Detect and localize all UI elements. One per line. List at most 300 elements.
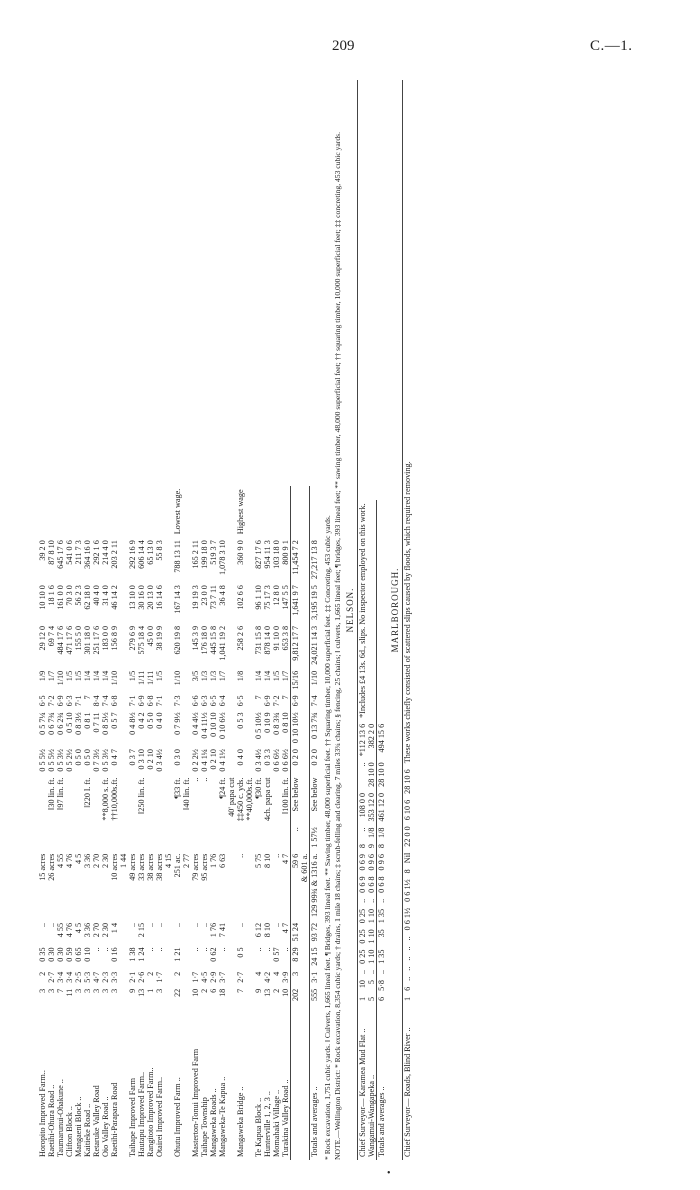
table-row xyxy=(155,486,164,1160)
value-cell xyxy=(300,775,310,825)
page-number: 209 xyxy=(332,38,355,54)
value-cell: 3 xyxy=(74,988,84,993)
work-name-cell: Taihape Improved Farm xyxy=(128,1078,138,1157)
value-cell: 575 18 4 xyxy=(137,625,147,655)
value-cell: .. xyxy=(155,922,165,928)
value-cell: ‖250 lin. ft. xyxy=(137,777,147,814)
value-cell: 7·4 xyxy=(101,695,111,707)
value-cell xyxy=(300,692,310,709)
wellington-rows xyxy=(38,486,319,1160)
value-cell: 1,641 9 7 xyxy=(291,582,301,623)
value-cell: 0 5 0 xyxy=(146,712,156,729)
value-cell xyxy=(119,824,128,850)
value-cell: 353 12 0 xyxy=(367,792,377,822)
value-cell: .. xyxy=(263,947,273,952)
value-cell: 87 8 10 xyxy=(47,540,57,565)
value-cell xyxy=(245,537,254,582)
remarks-cell xyxy=(254,486,263,537)
value-cell xyxy=(119,692,128,709)
value-cell: 3·3 xyxy=(110,971,120,983)
value-cell: 22 xyxy=(173,988,183,997)
value-cell: 0 7 9½ xyxy=(173,712,183,735)
value-cell xyxy=(245,824,254,850)
value-cell xyxy=(245,746,254,775)
value-cell: .. xyxy=(173,922,183,928)
table-row xyxy=(119,486,128,1160)
value-cell: 445 15 8 xyxy=(209,625,219,655)
value-cell: 23 0 0 xyxy=(200,585,210,606)
value-cell xyxy=(182,709,191,746)
value-cell xyxy=(245,709,254,746)
value-cell xyxy=(227,582,236,623)
value-cell: 0 5 3 xyxy=(236,712,246,729)
value-cell: *112 13 6 xyxy=(358,723,368,757)
value-cell xyxy=(119,709,128,746)
value-cell: 0 6 9 xyxy=(358,854,368,871)
value-cell xyxy=(227,709,236,746)
value-cell: .. xyxy=(402,936,412,941)
value-cell: 1/11 xyxy=(146,670,156,686)
value-cell: 301 18 0 xyxy=(83,625,93,655)
value-cell: 788 13 11 xyxy=(173,540,183,573)
value-cell: 1/5 xyxy=(128,670,138,682)
value-cell: 1/7 xyxy=(281,670,291,682)
value-cell: .. xyxy=(200,922,210,928)
value-cell: 827 17 6 xyxy=(254,540,264,569)
table-row xyxy=(358,500,367,1160)
value-cell: 5 xyxy=(367,996,377,1001)
value-cell: 75 17 3 xyxy=(263,585,273,610)
value-cell xyxy=(56,824,65,850)
value-cell: 0 25 xyxy=(358,929,368,944)
value-cell: 1 xyxy=(402,996,412,1001)
value-cell: 0 30 xyxy=(56,947,66,962)
value-cell: 1·7 xyxy=(191,971,201,983)
value-cell: 0 5 5½ xyxy=(47,749,57,772)
value-cell xyxy=(209,824,218,850)
remarks-cell xyxy=(47,486,56,537)
work-name-cell: Raetihi-Parapara Road xyxy=(110,1082,120,1157)
value-cell: 0 3 3 xyxy=(263,749,273,766)
value-cell: 28 10 6 xyxy=(402,769,412,794)
value-cell: 2 xyxy=(146,971,156,976)
work-name-cell: Wangamui-Wangapeka .. xyxy=(367,1074,377,1157)
value-cell: 1 76 xyxy=(209,922,219,938)
remarks-cell xyxy=(155,486,164,537)
value-cell: 0 4 0 xyxy=(155,712,165,729)
value-cell: 0 9 6 xyxy=(367,854,377,871)
value-cell: 3 xyxy=(38,988,47,993)
value-cell: 0 5 xyxy=(236,947,246,958)
value-cell: 555 xyxy=(310,986,320,1004)
value-cell xyxy=(164,986,173,1004)
page-header xyxy=(0,38,700,62)
work-name-cell: Masterton-Tonui Improved Farm xyxy=(191,1048,201,1157)
value-cell: 7·1 xyxy=(128,695,138,707)
value-cell xyxy=(300,986,310,1004)
value-cell: 7·3 xyxy=(173,695,183,707)
value-cell: 0 3 10 xyxy=(137,749,147,770)
value-cell: 10 acres xyxy=(110,853,120,881)
value-cell: 19 19 3 xyxy=(191,585,201,610)
value-cell: 3/5 xyxy=(191,670,201,682)
table-row xyxy=(56,486,65,1160)
table-row xyxy=(310,486,320,1160)
work-name-cell: Chief Surveyor— Roads, Blind River .. xyxy=(402,1027,412,1157)
value-cell: 1/5 xyxy=(272,670,282,682)
value-cell: 1/7 xyxy=(47,670,57,682)
value-cell: 1/8 xyxy=(367,827,377,838)
value-cell: 1/11 xyxy=(137,670,147,686)
value-cell: 0 3 7 xyxy=(128,749,138,766)
value-cell xyxy=(227,851,236,920)
value-cell xyxy=(164,969,173,986)
value-cell: 3 36 xyxy=(83,922,93,938)
value-cell: 461 12 0 xyxy=(377,790,387,825)
work-name-cell xyxy=(182,1004,191,1160)
value-cell: 620 19 8 xyxy=(173,625,183,655)
value-cell: 1/4 xyxy=(83,670,93,682)
value-cell: 22 0 0 xyxy=(402,826,412,847)
work-name-cell: Clifton Block .. xyxy=(65,1106,75,1157)
work-name-cell: Totals and averages .. xyxy=(310,1004,320,1160)
value-cell xyxy=(164,920,173,944)
value-cell xyxy=(227,824,236,850)
value-cell: 6·9 xyxy=(291,692,301,709)
value-cell: 1 24 xyxy=(137,947,147,962)
remarks-cell xyxy=(38,486,47,537)
value-cell: 11 xyxy=(65,988,75,997)
value-cell: 6·8 xyxy=(110,695,120,707)
value-cell: 6·4 xyxy=(218,695,228,707)
value-cell: 0 25 xyxy=(358,949,368,964)
table-row xyxy=(65,486,74,1160)
value-cell: ¶30 ft. xyxy=(254,777,264,799)
value-cell: 93 72 xyxy=(310,920,320,944)
value-cell xyxy=(47,824,56,850)
value-cell: .. xyxy=(47,922,57,928)
value-cell: .. xyxy=(191,947,201,952)
remarks-cell xyxy=(377,500,387,720)
value-cell xyxy=(155,775,164,825)
value-cell xyxy=(209,775,218,825)
value-cell: 147 5 5 xyxy=(281,585,291,610)
value-cell: 878 14 0 xyxy=(263,625,273,655)
value-cell: 4 7 xyxy=(281,922,291,934)
value-cell xyxy=(164,537,173,582)
remarks-cell xyxy=(191,486,200,537)
value-cell: 199 18 0 xyxy=(200,540,210,569)
remarks-cell xyxy=(164,486,173,537)
value-cell: 6 xyxy=(209,988,219,993)
value-cell: .. xyxy=(358,898,368,903)
rotated-table-area xyxy=(38,60,678,1160)
value-cell: ‖97 lin. ft. xyxy=(56,777,66,810)
value-cell: 51 24 xyxy=(291,920,301,944)
value-cell: 129 99¾ & 1316 a. xyxy=(310,851,320,920)
value-cell: 1 21 xyxy=(173,947,183,962)
value-cell xyxy=(128,824,137,850)
value-cell: .. xyxy=(92,947,102,952)
value-cell: 0 65 xyxy=(74,947,84,962)
value-cell xyxy=(227,944,236,968)
value-cell: 0 6 2¾ xyxy=(56,712,66,735)
value-cell: 31 4 0 xyxy=(101,585,111,606)
value-cell: 5·8 xyxy=(377,977,387,994)
value-cell: 2·5 xyxy=(74,971,84,983)
value-cell xyxy=(74,824,83,850)
value-cell: .. xyxy=(236,922,246,928)
value-cell xyxy=(227,537,236,582)
value-cell xyxy=(119,623,128,668)
value-cell: ‖100 lin. ft. xyxy=(281,777,291,814)
value-cell: 145 3 9 xyxy=(191,625,201,651)
value-cell: 4 55 xyxy=(56,922,66,938)
table-row xyxy=(227,486,236,1160)
value-cell: 3·7 xyxy=(218,971,228,983)
work-name-cell xyxy=(300,1004,310,1160)
value-cell: 49 acres xyxy=(128,853,138,881)
work-name-cell: Oio Valley Road .. xyxy=(101,1096,111,1157)
value-cell: 1·7 xyxy=(155,971,165,983)
value-cell: 69 7 4 xyxy=(47,625,57,647)
value-cell: 0 16 xyxy=(110,947,120,962)
value-cell: 0 6 1½ xyxy=(402,879,412,902)
value-cell: 2·6 xyxy=(137,971,147,983)
value-cell: 1 10 xyxy=(367,949,377,964)
value-cell: 0 8 1 xyxy=(83,712,93,729)
value-cell: 4 76 xyxy=(65,922,75,938)
value-cell: 3·9 xyxy=(281,971,291,983)
value-cell: 183 0 0 xyxy=(101,625,111,651)
value-cell: 2·7 xyxy=(47,971,57,983)
value-cell: 606 14 4 xyxy=(137,540,147,569)
value-cell xyxy=(92,775,101,825)
value-cell xyxy=(245,969,254,986)
value-cell xyxy=(300,746,310,775)
value-cell: 95 acres xyxy=(200,853,210,881)
value-cell: 954 11 3 xyxy=(263,540,273,569)
value-cell xyxy=(191,824,200,850)
value-cell: 7 41 xyxy=(218,922,228,938)
value-cell: 0 59 xyxy=(65,947,75,962)
section-title-marlborough: MARLBOROUGH. xyxy=(389,567,400,653)
table-row xyxy=(218,486,227,1160)
value-cell: 0 7 11 xyxy=(92,712,102,733)
value-cell: 0 6 6½ xyxy=(272,749,282,772)
value-cell: 2·3 xyxy=(101,971,111,983)
value-cell: 9 xyxy=(367,843,377,849)
value-cell: .. xyxy=(146,947,156,952)
value-cell xyxy=(164,623,173,668)
value-cell xyxy=(173,824,182,850)
table-row xyxy=(263,486,272,1160)
value-cell: 161 0 0 xyxy=(56,585,66,610)
value-cell: 3 xyxy=(291,969,301,986)
value-cell: 4 15 xyxy=(164,853,174,869)
remarks-cell xyxy=(110,486,119,537)
table-row xyxy=(182,486,191,1160)
value-cell xyxy=(119,986,128,1004)
remarks-cell xyxy=(245,486,254,537)
value-cell xyxy=(300,623,310,668)
value-cell: 6·3 xyxy=(65,695,75,707)
value-cell: 6·9 xyxy=(263,695,273,707)
value-cell: 1/10 xyxy=(56,670,66,686)
remarks-cell xyxy=(367,500,377,720)
value-cell: 38 19 9 xyxy=(155,625,165,651)
remarks-cell xyxy=(227,486,236,537)
value-cell: 1/5 xyxy=(65,670,75,682)
value-cell: 251 ac. xyxy=(173,853,183,878)
value-cell: 731 15 8 xyxy=(254,625,264,655)
work-name-cell: Ohutu Improved Farm .. xyxy=(173,1077,183,1157)
value-cell: 279 6 9 xyxy=(128,625,138,651)
remarks-cell xyxy=(146,486,155,537)
value-cell: ‖220 l. ft. xyxy=(83,777,93,808)
remarks-cell xyxy=(74,486,83,537)
value-cell: ¶33 ft. xyxy=(173,777,183,799)
value-cell: 1/4 xyxy=(101,670,111,682)
value-cell: 0 62 xyxy=(209,947,219,962)
value-cell xyxy=(65,824,74,850)
value-cell: .. xyxy=(367,898,377,903)
value-cell xyxy=(110,824,119,850)
value-cell: 0 7 3½ xyxy=(92,749,102,772)
value-cell: ‖30 lin. ft. xyxy=(47,777,57,810)
value-cell xyxy=(272,775,281,825)
value-cell: .. xyxy=(191,777,201,782)
value-cell: 7 xyxy=(236,988,246,993)
value-cell xyxy=(119,969,128,986)
table-row xyxy=(38,486,47,1160)
page-mark: • xyxy=(387,1168,391,1179)
value-cell xyxy=(83,824,92,850)
value-cell: 8 xyxy=(402,869,412,874)
value-cell: 7·1 xyxy=(155,695,165,707)
value-cell xyxy=(245,986,254,1004)
value-cell xyxy=(182,692,191,709)
nelson-rows xyxy=(358,500,386,1160)
remarks-cell xyxy=(56,486,65,537)
value-cell: 494 15 6 xyxy=(377,721,387,759)
value-cell: 5·3 xyxy=(83,971,93,983)
value-cell: 96 1 10 xyxy=(254,585,264,610)
table-row xyxy=(137,486,146,1160)
value-cell: 2 xyxy=(38,971,47,976)
value-cell: 6·5 xyxy=(236,695,246,707)
value-cell: 2 xyxy=(173,971,183,976)
value-cell: 0 8 3¾ xyxy=(272,712,282,735)
value-cell xyxy=(38,824,47,850)
work-name-cell: Taihape Township xyxy=(200,1097,210,1157)
value-cell: ††10,000s.ft. xyxy=(110,777,120,821)
value-cell: 1 10 xyxy=(367,929,377,944)
value-cell xyxy=(164,746,173,775)
value-cell xyxy=(92,824,101,850)
value-cell: 24 15 xyxy=(310,944,320,968)
value-cell: 3 xyxy=(110,988,120,993)
remarks-cell xyxy=(291,486,301,537)
remarks-cell xyxy=(310,486,320,537)
value-cell: 7 xyxy=(83,695,93,700)
value-cell: 36 4 8 xyxy=(218,585,228,606)
value-cell: **8,000 s. ft. xyxy=(101,777,111,821)
value-cell xyxy=(300,944,310,968)
value-cell: 1 4 xyxy=(110,922,120,934)
value-cell: 2 77 xyxy=(182,853,192,869)
value-cell: 12 8 0 xyxy=(272,585,282,606)
value-cell: 18 xyxy=(218,988,228,997)
value-cell: 203 2 11 xyxy=(110,540,120,569)
value-cell: 73 7 11 xyxy=(209,585,219,610)
table-row xyxy=(281,486,291,1160)
value-cell: 165 2 11 xyxy=(191,540,201,569)
value-cell: 1,078 3 10 xyxy=(218,540,228,575)
value-cell: 1/4 xyxy=(263,670,273,682)
value-cell xyxy=(164,775,173,825)
value-cell: 4·7 xyxy=(92,971,102,983)
value-cell: 0 5 0 xyxy=(83,749,93,766)
work-name-cell: Hautapu Improved Farm.. xyxy=(137,1071,147,1157)
value-cell: 13 xyxy=(137,988,147,997)
value-cell: 1 38 xyxy=(128,947,138,962)
value-cell: & 601 a. xyxy=(300,853,310,883)
value-cell: 1 35 xyxy=(377,947,387,967)
work-name-cell: Totals and averages .. xyxy=(377,1004,387,1160)
value-cell xyxy=(227,623,236,668)
value-cell: 3 36 xyxy=(83,853,93,869)
value-cell: 0 3 0 xyxy=(173,749,183,766)
value-cell: 3 xyxy=(47,988,57,993)
value-cell: 16 14 6 xyxy=(155,585,165,610)
value-cell xyxy=(227,692,236,709)
work-name-cell: Raetihi-Ohura Road .. xyxy=(47,1084,57,1157)
value-cell: .. xyxy=(218,947,228,952)
table-row xyxy=(101,486,110,1160)
value-cell xyxy=(164,709,173,746)
remarks-cell xyxy=(263,486,272,537)
remarks-cell xyxy=(182,486,191,537)
value-cell: 0 10 xyxy=(83,947,93,962)
value-cell: 2·1 xyxy=(128,971,138,983)
remarks-cell xyxy=(281,486,291,537)
value-cell: 1,041 19 2 xyxy=(218,625,228,661)
value-cell: 27,217 13 8 xyxy=(310,537,320,582)
value-cell: ‡‡450 c. yds. xyxy=(236,777,246,822)
value-cell: 0 10 9 xyxy=(263,712,273,733)
value-cell: 1/10 xyxy=(173,670,183,686)
value-cell: 0 6 9 xyxy=(358,876,368,893)
value-cell xyxy=(101,824,110,850)
value-cell: 0 25 xyxy=(358,908,368,924)
table-row xyxy=(236,486,245,1160)
value-cell: 8 xyxy=(377,841,387,851)
value-cell: 0 4 2 xyxy=(137,712,147,729)
value-cell xyxy=(245,851,254,920)
value-cell xyxy=(119,775,128,825)
remarks-cell xyxy=(209,486,218,537)
work-name-cell: Te Kapua Block .. xyxy=(254,1097,264,1157)
value-cell: .. xyxy=(358,827,368,832)
value-cell: 0 5 0 xyxy=(74,749,84,766)
value-cell: 10 xyxy=(281,988,291,997)
value-cell: 70 3 0 xyxy=(65,585,75,606)
table-row xyxy=(272,486,281,1160)
remarks-cell xyxy=(300,486,310,537)
footnote-note: NOTE.—Wellington District: * Rock excavation, 8,354 cubic yards; † drains, 1 mile 18 chains; ‡ scrub-felling and clearing, 7 miles 33¾ chains; § fencing, 25 chains; ‖ culverts, 1,665 lineal feet; ¶ bridges, 393 lineal feet; ** sawing timber, 48,000 superficial feet; †† squaring timber, 10,000 superficial feet; ‡‡ concreting, 453 cubic yards. xyxy=(332,132,342,1160)
value-cell xyxy=(300,537,310,582)
